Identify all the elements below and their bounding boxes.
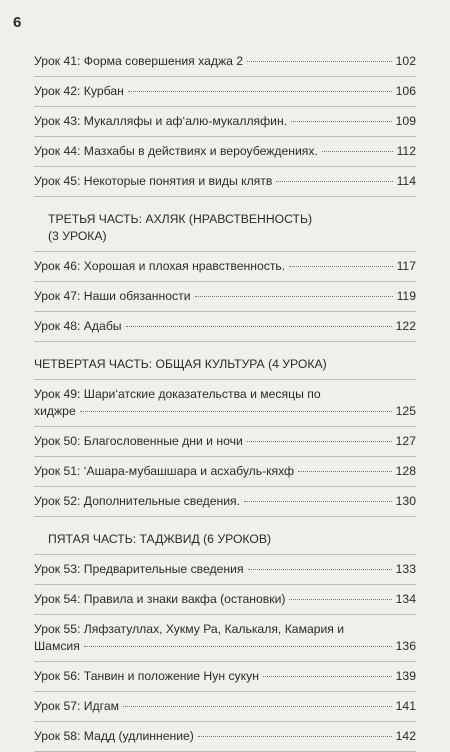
toc-entry-title: Урок 49: Шари‘атские доказательства и месяцы по <box>34 387 321 401</box>
dot-leader <box>298 471 392 472</box>
toc-entry[interactable] <box>34 457 416 487</box>
toc-entry[interactable] <box>34 585 416 615</box>
dot-leader <box>247 441 392 442</box>
toc-entry[interactable] <box>34 282 416 312</box>
dot-leader <box>195 296 393 297</box>
toc-entry[interactable] <box>34 692 416 722</box>
dot-leader <box>128 91 392 92</box>
toc-entry[interactable] <box>34 252 416 282</box>
toc-entry[interactable] <box>34 107 416 137</box>
toc-entry[interactable] <box>34 662 416 692</box>
toc-entry[interactable] <box>34 487 416 517</box>
toc-entry-page: 119 <box>396 289 416 303</box>
toc-entry-page: 136 <box>395 639 416 653</box>
toc-entry-page: 133 <box>395 562 416 576</box>
toc-entry-title: Урок 42: Курбан <box>34 84 124 98</box>
toc-entry-page: 134 <box>395 592 416 606</box>
toc-entry-title: Урок 57: Идгам <box>34 699 120 713</box>
toc-entry-title: Урок 52: Дополнительные сведения. <box>34 494 241 508</box>
dot-leader <box>84 646 392 647</box>
table-of-contents <box>34 47 416 752</box>
dot-leader <box>276 181 392 182</box>
toc-entry-title: Урок 46: Хорошая и плохая нравственность. <box>34 259 286 273</box>
toc-entry-title: Урок 58: Мадд (удлиннение) <box>34 729 194 743</box>
toc-entry-title: Урок 47: Наши обязанности <box>34 289 191 303</box>
toc-entry-title: Урок 45: Некоторые понятия и виды клятв <box>34 174 273 188</box>
toc-entry-page: 127 <box>395 434 416 448</box>
section-heading <box>34 342 416 380</box>
toc-entry-page: 122 <box>395 319 416 333</box>
toc-entry-title: Урок 55: Ляфзатуллах, Хукму Ра, Калькаля, Камария и <box>34 622 345 636</box>
toc-entry-page: 139 <box>395 669 416 683</box>
toc-entry-title: Урок 48: Адабы <box>34 319 122 333</box>
toc-entry-page: 102 <box>395 54 416 68</box>
toc-entry-title: Урок 41: Форма совершения хаджа 2 <box>34 54 244 68</box>
toc-entry-page: 141 <box>395 699 416 713</box>
toc-entry[interactable] <box>34 312 416 342</box>
toc-entry[interactable] <box>34 47 416 77</box>
section-heading-line: ТРЕТЬЯ ЧАСТЬ: АХЛЯК (НРАВСТВЕННОСТЬ) <box>48 212 313 226</box>
toc-entry-title: Урок 51: ‘Ашара-мубашшара и асхабуль-кяхф <box>34 464 295 478</box>
toc-entry-page: 125 <box>395 404 416 418</box>
toc-entry[interactable] <box>34 427 416 457</box>
dot-leader <box>291 121 392 122</box>
section-heading <box>34 517 416 555</box>
section-heading-line: ЧЕТВЕРТАЯ ЧАСТЬ: ОБЩАЯ КУЛЬТУРА (4 УРОКА) <box>34 357 327 371</box>
toc-entry-page: 130 <box>395 494 416 508</box>
page-number: 6 <box>13 14 22 31</box>
toc-entry-title: Урок 54: Правила и знаки вакфа (остановки) <box>34 592 286 606</box>
toc-entry[interactable] <box>34 615 416 662</box>
toc-entry[interactable] <box>34 167 416 197</box>
dot-leader <box>244 501 392 502</box>
toc-entry-page: 117 <box>396 259 416 273</box>
toc-entry-page: 106 <box>395 84 416 98</box>
toc-entry-title: Урок 50: Благословенные дни и ночи <box>34 434 243 448</box>
toc-entry-title: Урок 56: Танвин и положение Нун сукун <box>34 669 259 683</box>
dot-leader <box>198 736 392 737</box>
toc-entry[interactable] <box>34 555 416 585</box>
toc-entry-title: Урок 43: Мукалляфы и аф‘алю-мукалляфин. <box>34 114 288 128</box>
dot-leader <box>247 61 392 62</box>
section-heading-line: ПЯТАЯ ЧАСТЬ: ТАДЖВИД (6 УРОКОВ) <box>48 532 272 546</box>
toc-entry-title-cont: хиджре <box>34 404 76 418</box>
toc-entry-title-cont: Шамсия <box>34 639 80 653</box>
toc-entry-page: 112 <box>396 144 416 158</box>
dot-leader <box>80 411 392 412</box>
dot-leader <box>322 151 393 152</box>
dot-leader <box>289 599 391 600</box>
toc-entry-page: 142 <box>395 729 416 743</box>
dot-leader <box>126 326 392 327</box>
toc-entry-title: Урок 53: Предварительные сведения <box>34 562 244 576</box>
section-heading-line: (3 УРОКА) <box>48 229 107 243</box>
toc-entry-page: 109 <box>395 114 416 128</box>
toc-entry[interactable] <box>34 380 416 427</box>
toc-entry-page: 128 <box>395 464 416 478</box>
toc-entry[interactable] <box>34 137 416 167</box>
dot-leader <box>289 266 392 267</box>
toc-entry[interactable] <box>34 722 416 752</box>
dot-leader <box>123 706 392 707</box>
toc-entry-page: 114 <box>396 174 416 188</box>
section-heading <box>34 197 416 252</box>
dot-leader <box>248 569 392 570</box>
toc-entry-title: Урок 44: Мазхабы в действиях и вероубеждениях. <box>34 144 318 158</box>
toc-entry[interactable] <box>34 77 416 107</box>
dot-leader <box>263 676 392 677</box>
